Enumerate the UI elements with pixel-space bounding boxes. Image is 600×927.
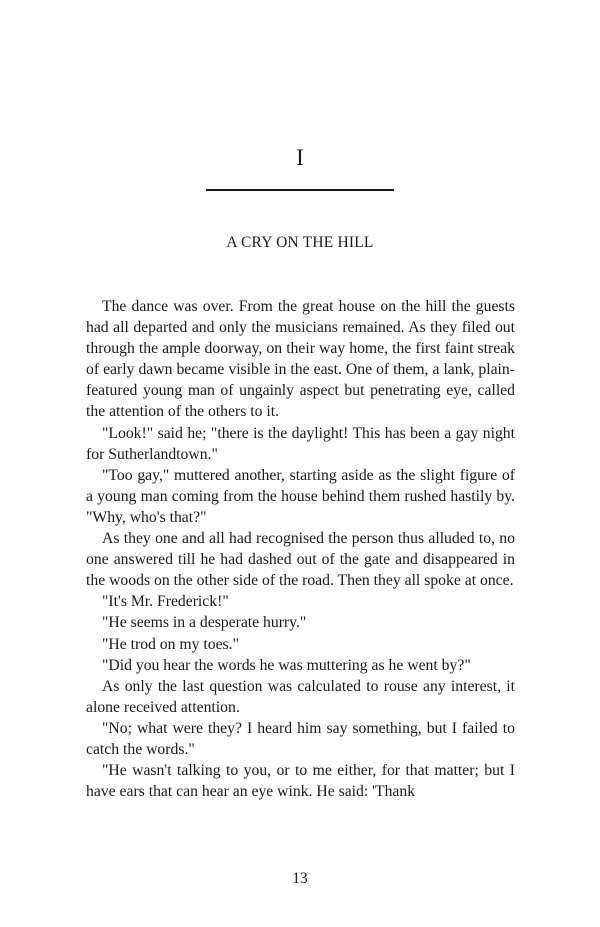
paragraph: "Did you hear the words he was muttering as he went by?" <box>102 656 471 674</box>
page-number: 13 <box>292 870 308 887</box>
paragraph: "Too gay," muttered another, starting aside as the slight figure of a young man coming from the house behind them rushed hastily by. "Why, who's that?" <box>86 466 515 526</box>
paragraph: "No; what were they? I heard him say something, but I failed to catch the words." <box>86 719 515 758</box>
chapter-number: I <box>296 145 304 170</box>
paragraph: The dance was over. From the great house on the hill the guests had all departed and only the musicians remained. As they filed out through the ample doorway, on their way home, the first faint streak of early dawn became visible in the east. One of them, a lank, plain-featured young man of ungainly aspect but penetrating eye, called the attention of the others to it. <box>86 298 515 421</box>
body-text <box>86 296 515 802</box>
paragraph: As they one and all had recognised the person thus alluded to, no one answered till he had dashed out of the gate and disappeared in the woods on the other side of the road. Then they all spoke at once. <box>86 530 515 590</box>
paragraph: "He seems in a desperate hurry." <box>102 614 307 632</box>
paragraph: As only the last question was calculated to rouse any interest, it alone received attention. <box>86 677 515 716</box>
chapter-rule <box>206 189 394 191</box>
paragraph: "It's Mr. Frederick!" <box>102 593 229 611</box>
paragraph: "Look!" said he; "there is the daylight! This has been a gay night for Sutherlandtown." <box>86 424 515 463</box>
paragraph: "He wasn't talking to you, or to me either, for that matter; but I have ears that can hear an eye wink. He said: 'Thank <box>86 762 515 801</box>
paragraph: "He trod on my toes." <box>102 635 239 653</box>
chapter-title: A CRY ON THE HILL <box>226 234 374 251</box>
